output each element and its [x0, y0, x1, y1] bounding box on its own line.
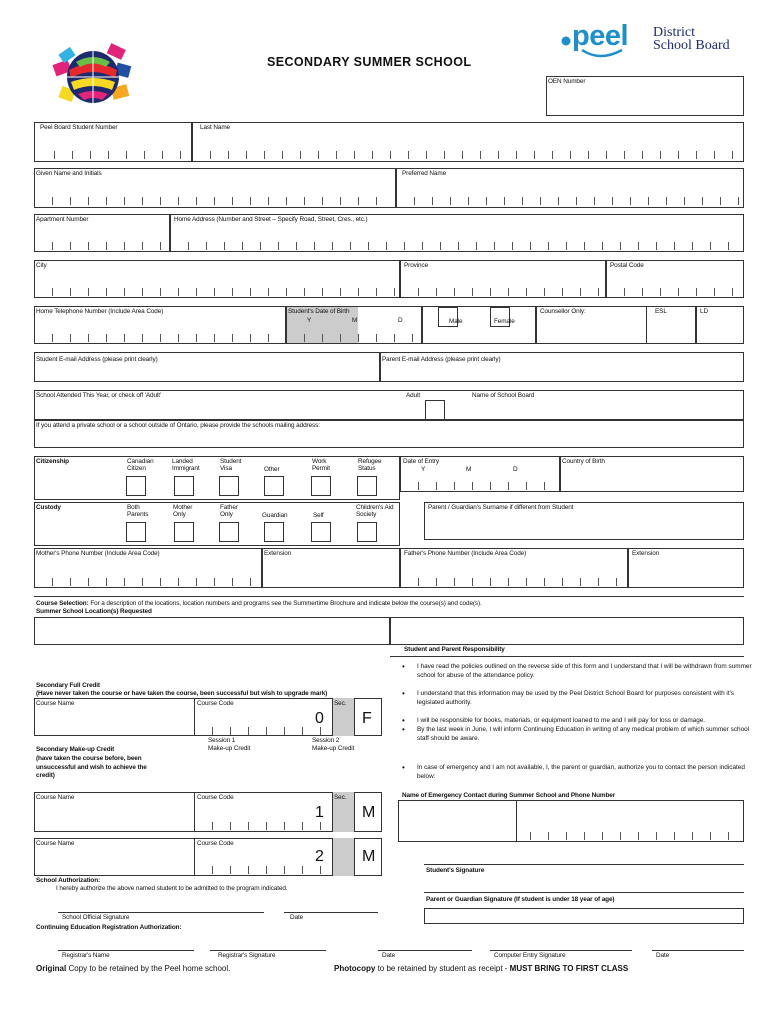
cus-father-checkbox[interactable]: [219, 522, 239, 542]
original-text: Copy to be retained by the Peel home school.: [66, 964, 231, 973]
course-name-label-1: Course Name: [36, 700, 75, 707]
school-attended-label: School Attended This Year, or check off 'Adult': [36, 392, 162, 399]
course-code-label-1: Course Code: [197, 700, 234, 707]
dob-label: Student's Date of Birth: [288, 308, 350, 315]
course-selection-text: For a description of the locations, location numbers and programs see the Summertime Brochure and indicate below the course(s) and code(s).: [90, 600, 482, 607]
date2-line[interactable]: [378, 950, 472, 951]
registrar-signature-label: Registrar's Signature: [218, 952, 276, 959]
peel-logo: [560, 22, 740, 64]
emergency-contact-label: Name of Emergency Contact during Summer School and Phone Number: [402, 792, 616, 799]
board-number-label: Peel Board Student Number: [40, 124, 118, 131]
entry-year-label: Y: [421, 466, 426, 473]
computer-entry-label: Computer Entry Signature: [494, 952, 566, 959]
cit-work-label: Work Permit: [312, 458, 330, 472]
section-field-3[interactable]: [332, 838, 354, 876]
apartment-label: Apartment Number: [36, 216, 89, 223]
mother-phone-label: Mother's Phone Number (Include Area Code): [36, 550, 160, 557]
cus-both-checkbox[interactable]: [126, 522, 146, 542]
custody-area: [34, 502, 400, 546]
full-credit-desc: (Have never taken the course or have taken the course, been successful but wish to upgrade mark): [36, 690, 328, 697]
row1-number: 0: [315, 710, 324, 727]
responsibility-item-4: • By the last week in June, I will inform Continuing Education in writing of any medical problem of which summer school staff should be aware.: [417, 726, 752, 743]
custody-label: Custody: [36, 504, 61, 511]
form-title: SECONDARY SUMMER SCHOOL: [267, 55, 472, 69]
cus-both-label: Both Parents: [127, 504, 149, 518]
footer-photocopy: [334, 964, 628, 973]
counsellor-label: Counsellor Only:: [540, 308, 586, 315]
esl-checkbox[interactable]: [646, 306, 696, 344]
cit-canadian-checkbox[interactable]: [126, 476, 146, 496]
cus-guardian-label: Guardian: [262, 512, 288, 519]
row1-letter: F: [362, 710, 372, 727]
guardian-surname-label: Parent / Guardian's Surname if different from Student: [428, 504, 574, 511]
home-address-label: Home Address (Number and Street – Specify Road, Street, Cres., etc.): [174, 216, 368, 223]
father-extension-label: Extension: [632, 550, 660, 557]
course-code-label-2: Course Code: [197, 794, 234, 801]
course-selection-bold: Course Selection:: [36, 600, 89, 607]
official-signature-label: School Official Signature: [62, 914, 130, 921]
father-phone-label: Father's Phone Number (Include Area Code): [404, 550, 527, 557]
parent-email-label: Parent E-mail Address (please print clearly): [382, 356, 501, 363]
date-of-entry-label: Date of Entry: [403, 458, 439, 465]
cus-mother-checkbox[interactable]: [174, 522, 194, 542]
entry-day-label: D: [513, 466, 518, 473]
photocopy-text: to be retained by student as receipt -: [375, 964, 510, 973]
session2-label: Session 2: [312, 737, 340, 744]
cit-refugee-checkbox[interactable]: [357, 476, 377, 496]
school-board-label: Name of School Board: [472, 392, 535, 399]
responsibility-item-2: • I understand that this information may be used by the Peel District School Board for purposes consistent with it's legislated authority.: [417, 690, 752, 707]
responsibility-item-1: • I have read the policies outlined on the reverse side of this form and I understand that I will be withdrawn from summer school for abuse of the attendance policy.: [417, 663, 752, 680]
female-label: Female: [494, 318, 515, 325]
given-name-label: Given Name and Initials: [36, 170, 102, 177]
ld-label: LD: [700, 308, 708, 315]
full-credit-title: Secondary Full Credit: [36, 682, 100, 689]
cit-refugee-label: Refugee Status: [358, 458, 382, 472]
cit-landed-label: Landed Immigrant: [172, 458, 200, 472]
responsibility-item-5: • In case of emergency and I am not available, I, the parent or guardian, authorize you to contact the person indicated below:: [417, 764, 752, 781]
date2-label: Date: [382, 952, 396, 959]
course-name-label-2: Course Name: [36, 794, 75, 801]
country-of-birth-label: Country of Birth: [562, 458, 605, 465]
row3-letter: M: [362, 848, 376, 865]
peel-wordmark: peel: [572, 20, 629, 52]
cit-landed-checkbox[interactable]: [174, 476, 194, 496]
location-field-1[interactable]: [34, 617, 390, 645]
dob-month-label: M: [352, 317, 358, 324]
must-bring-text: MUST BRING TO FIRST CLASS: [509, 964, 629, 973]
responsibility-item-3: • I will be responsible for books, materials, or equipment loaned to me and I will pay for loss or damage.: [417, 717, 752, 726]
date3-line[interactable]: [652, 950, 744, 951]
city-label: City: [36, 262, 47, 269]
cit-other-checkbox[interactable]: [264, 476, 284, 496]
entry-month-label: M: [466, 466, 472, 473]
adult-checkbox[interactable]: [425, 400, 445, 420]
school-auth-text: I hereby authorize the above named student to be admitted to the program indicated.: [56, 885, 288, 892]
official-signature-line[interactable]: [58, 912, 264, 913]
session1-label: Session 1: [208, 737, 236, 744]
preferred-name-label: Preferred Name: [402, 170, 447, 177]
cus-cas-label: Children's Aid Society: [356, 504, 394, 518]
registrar-signature-line[interactable]: [210, 950, 326, 951]
cus-self-checkbox[interactable]: [311, 522, 331, 542]
registrar-name-line[interactable]: [58, 950, 194, 951]
cit-work-checkbox[interactable]: [311, 476, 331, 496]
sec-label-1: Sec.: [334, 700, 347, 707]
cus-self-label: Self: [313, 512, 324, 519]
adult-label: Adult: [406, 392, 421, 399]
board-name-line1: District: [653, 25, 695, 40]
cit-canadian-label: Canadian Citizen: [127, 458, 154, 472]
student-signature-label: Student's Signature: [426, 867, 485, 874]
auth-date-line[interactable]: [284, 912, 378, 913]
location-label: Summer School Location(s) Requested: [36, 608, 152, 615]
makeup-credit-title: Secondary Make-up Credit: [36, 746, 115, 753]
cit-visa-checkbox[interactable]: [219, 476, 239, 496]
cus-cas-checkbox[interactable]: [357, 522, 377, 542]
responsibility-title: Student and Parent Responsibility: [404, 646, 505, 653]
photocopy-bold: Photocopy: [334, 964, 376, 973]
parent-signature-line[interactable]: [424, 892, 744, 893]
student-email-label: Student E-mail Address (please print clearly): [36, 356, 158, 363]
original-bold: Original: [36, 964, 67, 973]
student-signature-line[interactable]: [424, 864, 744, 865]
cit-other-label: Other: [264, 466, 280, 473]
makeup2-label: Make-up Credit: [312, 745, 355, 752]
board-name-line2: School Board: [653, 38, 730, 53]
computer-entry-line[interactable]: [490, 950, 632, 951]
male-label: Male: [449, 318, 463, 325]
cus-guardian-checkbox[interactable]: [264, 522, 284, 542]
registrar-name-label: Registrar's Name: [62, 952, 110, 959]
citizenship-label: Citizenship: [36, 458, 69, 465]
location-field-2[interactable]: [390, 617, 744, 645]
makeup1-label: Make-up Credit: [208, 745, 251, 752]
citizenship-area: [34, 456, 400, 500]
cus-father-label: Father Only: [220, 504, 238, 518]
row3-number: 2: [315, 848, 324, 865]
office-use-box: [424, 908, 744, 924]
course-selection-heading: [36, 600, 482, 607]
dob-day-label: D: [398, 317, 403, 324]
row2-number: 1: [315, 804, 324, 821]
school-auth-title: School Authorization:: [36, 877, 101, 884]
cus-mother-label: Mother Only: [173, 504, 193, 518]
makeup-credit-desc: (have taken the course before, been unsuccessful and wish to achieve the credit): [36, 755, 147, 779]
dob-year-label: Y: [307, 317, 312, 324]
summer-school-logo: [52, 42, 134, 112]
cit-visa-label: Student Visa: [220, 458, 242, 472]
ce-auth-title: Continuing Education Registration Authorization:: [36, 924, 182, 931]
course-name-label-3: Course Name: [36, 840, 75, 847]
parent-signature-label: Parent or Guardian Signature (If student is under 18 year of age): [426, 896, 615, 903]
esl-label: ESL: [655, 308, 667, 315]
private-school-label: If you attend a private school or a school outside of Ontario, please provide the schools mailing address:: [36, 422, 320, 429]
mother-extension-label: Extension: [264, 550, 292, 557]
footer-original: [36, 964, 230, 973]
province-label: Province: [404, 262, 429, 269]
auth-date-label: Date: [290, 914, 304, 921]
sec-label-2: Sec.: [334, 794, 347, 801]
last-name-label: Last Name: [200, 124, 231, 131]
course-code-label-3: Course Code: [197, 840, 234, 847]
date3-label: Date: [656, 952, 670, 959]
row2-letter: M: [362, 804, 376, 821]
oen-label: OEN Number: [548, 78, 586, 85]
home-phone-label: Home Telephone Number (Include Area Code): [36, 308, 164, 315]
postal-code-label: Postal Code: [610, 262, 644, 269]
